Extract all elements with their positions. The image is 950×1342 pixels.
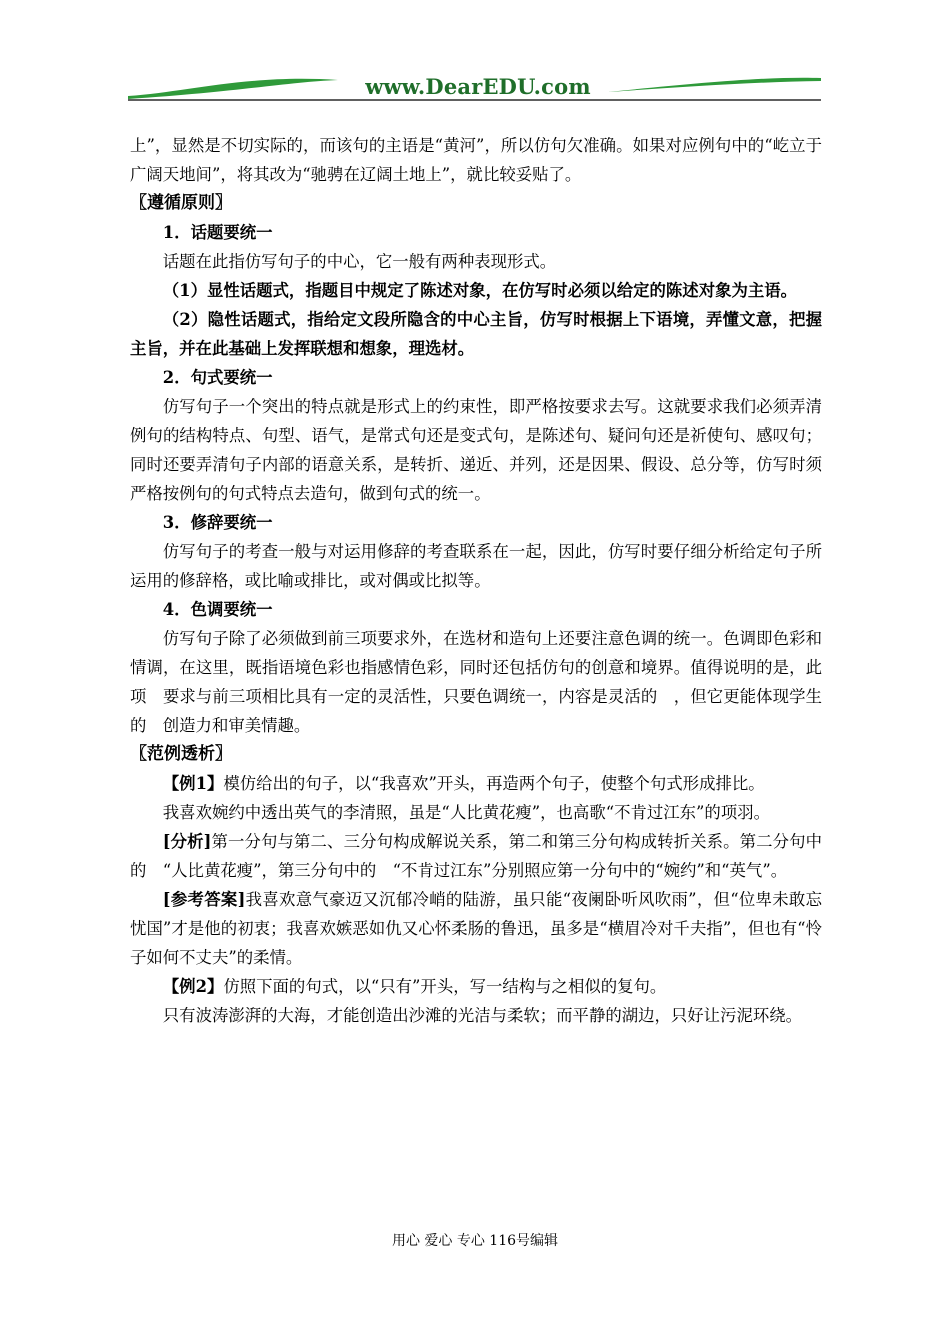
answer-text: 我喜欢意气豪迈又沉郁冷峭的陆游，虽只能“夜阑卧听风吹雨”，但“位卑未敢忘忧国”才是他的初衷；我喜欢嫉恶如仇又心怀柔肠的鲁迅，虽多是“横眉冷对千夫指”，但也有“怜子如何不丈夫”的柔情。 (130, 890, 823, 967)
example-1-sample: 我喜欢婉约中透出英气的李清照，虽是“人比黄花瘦”，也高歌“不肯过江东”的项羽。 (162, 803, 770, 822)
example-2-label: 【例2】 (162, 977, 224, 996)
analysis-label: [分析] (162, 832, 212, 851)
example-1-label: 【例1】 (162, 774, 224, 793)
section-heading-examples: 〖范例透析〗 (130, 744, 232, 764)
example-1-text: 模仿给出的句子，以“我喜欢”开头，再造两个句子，使整个句式形成排比。 (223, 774, 765, 793)
document-body (130, 131, 822, 1030)
heading-rhetoric-unity: 3．修辞要统一 (162, 513, 273, 532)
right-leaf-swoosh (608, 78, 821, 92)
heading-sentence-unity: 2．句式要统一 (162, 368, 273, 387)
heading-topic-unity: 1．话题要统一 (162, 223, 273, 242)
example-1-answer (130, 885, 822, 972)
example-2-sample: 只有波涛澎湃的大海，才能创造出沙滩的光洁与柔软；而平静的湖边，只好让污泥环绕。 (162, 1006, 803, 1025)
site-logo-text: www.DearEDU.com (365, 74, 591, 99)
example-2-question (130, 972, 822, 1001)
paragraph-explicit-topic: （1）显性话题式，指题目中规定了陈述对象，在仿写时必须以给定的陈述对象为主语。 (162, 281, 798, 300)
left-leaf-swoosh (128, 79, 338, 99)
page-header (128, 70, 821, 104)
paragraph-tone: 仿写句子除了必须做到前三项要求外，在选材和造句上还要注意色调的统一。色调即色彩和情调，在这里，既指语境色彩也指感情色彩，同时还包括仿句的创意和境界。值得说明的是，此项 要求与前三项相比具有一定的灵活性，只要色调统一，内容是灵活的 ，但它更能体现学生的 创造力和审美情趣。 (130, 629, 822, 735)
example-1-analysis (130, 827, 822, 885)
paragraph-rhetoric: 仿写句子的考查一般与对运用修辞的考查联系在一起，因此，仿写时要仔细分析给定句子所运用的修辞格，或比喻或排比，或对偶或比拟等。 (130, 542, 822, 590)
answer-label: [参考答案] (162, 890, 246, 909)
page-footer: 用心 爱心 专心 116号编辑 (391, 1233, 559, 1249)
example-2-text: 仿照下面的句式，以“只有”开头，写一结构与之相似的复句。 (223, 977, 667, 996)
heading-tone-unity: 4．色调要统一 (162, 600, 273, 619)
example-1-question (130, 769, 822, 798)
section-heading-principles: 〖遵循原则〗 (130, 193, 232, 213)
paragraph-continued: 上”，显然是不切实际的，而该句的主语是“黄河”，所以仿句欠准确。如果对应例句中的“屹立于广阔天地间”，将其改为“驰骋在辽阔土地上”，就比较妥贴了。 (130, 136, 822, 184)
analysis-text: 第一分句与第二、三分句构成解说关系，第二和第三分句构成转折关系。第二分句中的 “人比黄花瘦”，第三分句中的 “不肯过江东”分别照应第一分句中的“婉约”和“英气”。 (130, 832, 823, 880)
paragraph-sentence-pattern: 仿写句子一个突出的特点就是形式上的约束性，即严格按要求去写。这就要求我们必须弄清例句的结构特点、句型、语气，是常式句还是变式句，是陈述句、疑问句还是祈使句、感叹句；同时还要弄清句子内部的语意关系，是转折、递近、并列，还是因果、假设、总分等，仿写时须严格按例句的句式特点去造句，做到句式的统一。 (130, 397, 822, 503)
paragraph-topic-intro: 话题在此指仿写句子的中心，它一般有两种表现形式。 (162, 252, 557, 271)
paragraph-implicit-topic: （2）隐性话题式，指给定文段所隐含的中心主旨，仿写时根据上下语境，弄懂文意，把握主旨，并在此基础上发挥联想和想象，理选材。 (130, 310, 822, 358)
